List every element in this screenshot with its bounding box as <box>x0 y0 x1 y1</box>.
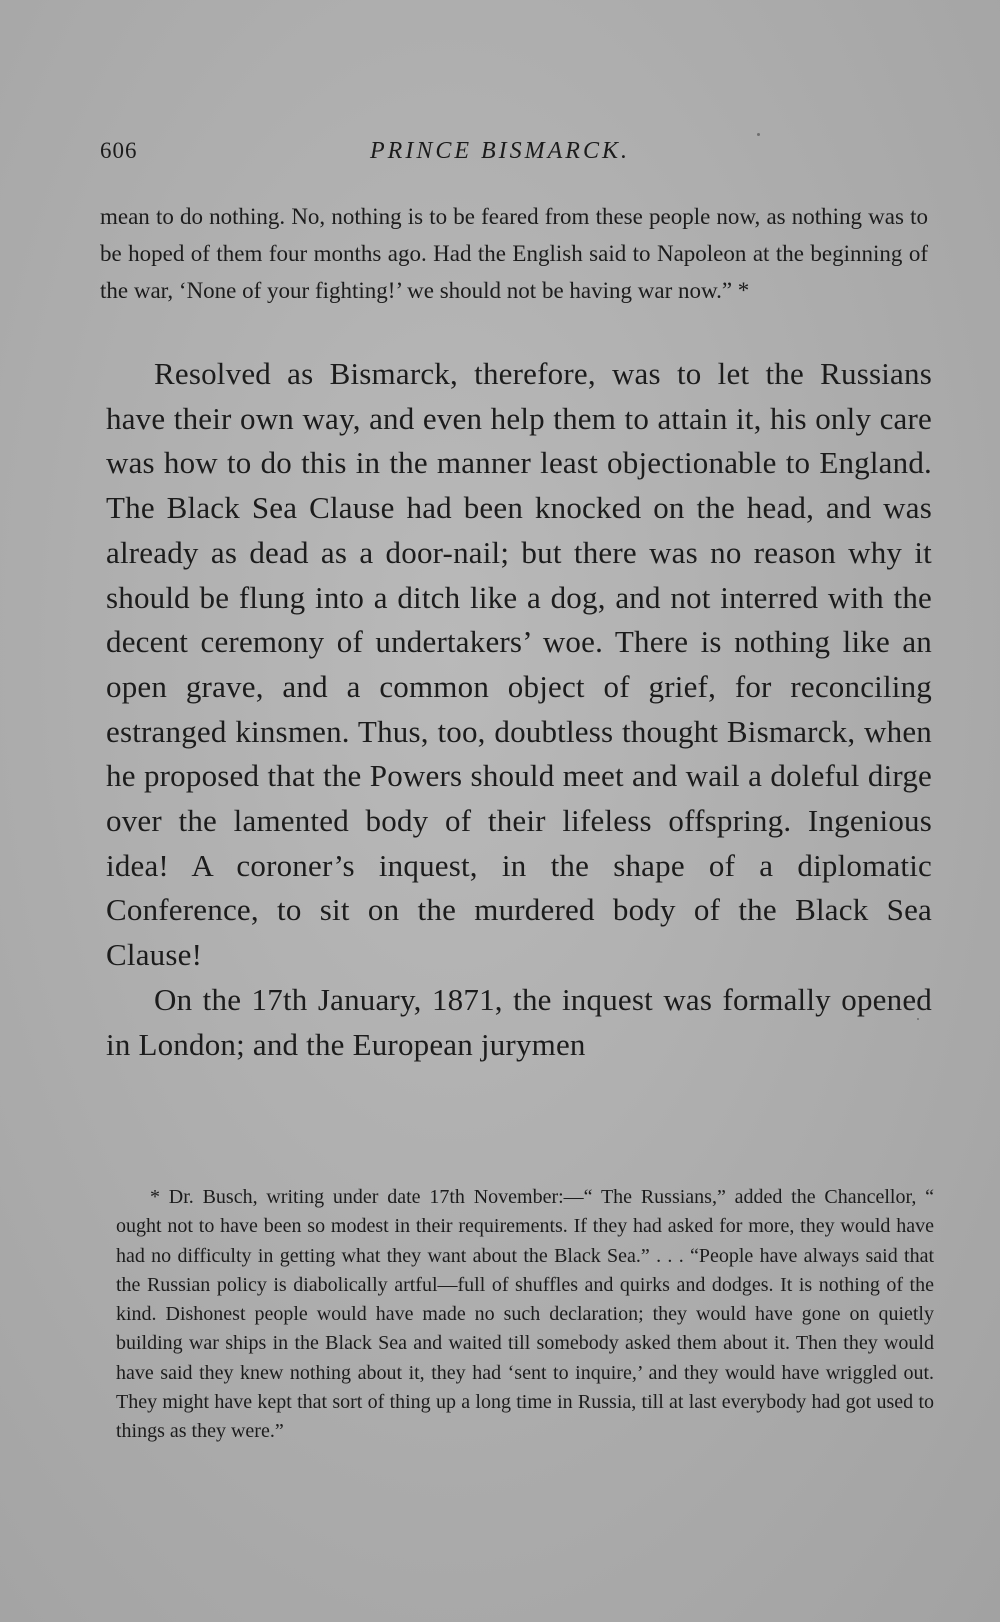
running-title: PRINCE BISMARCK. <box>370 138 630 164</box>
footnote <box>116 1183 934 1447</box>
footnote-text: * Dr. Busch, writing under date 17th November:—“ The Russians,” added the Chancellor, “ ought not to have been so modest in their requirements. If they had asked for more, they would have had no difficulty in getting what they want about the Black Sea.” . . . “People have always said that the Russian policy is diabolically artful—full of shuffles and quirks and dodges. It is nothing of the kind. Dishonest people would have made no such declaration; they would have gone on quietly building war ships in the Black Sea and waited till somebody asked them about it. Then they would have said they knew nothing about it, they had ‘sent to inquire,’ and they would have wriggled out. They might have kept that sort of thing up a long time in Russia, till at last everybody had got used to things as they were.” <box>116 1186 934 1443</box>
quotation-continuation: mean to do nothing. No, nothing is to be feared from these people now, as nothing was to be hoped of them four months ago. Had the English said to Napoleon at the beginning of the war, ‘None of your fighting!’ we should not be having war now.” * <box>100 204 928 303</box>
body-paragraph: Resolved as Bismarck, therefore, was to let the Russians have their own way, and even help them to attain it, his only care was how to do this in the manner least objectionable to England. The Black Sea Clause had been knocked on the head, and was already as dead as a door-nail; but there was no reason why it should be flung into a ditch like a dog, and not interred with the decent ceremony of undertakers’ woe. There is nothing like an open grave, and a common object of grief, for reconciling estranged kinsmen. Thus, too, doubtless thought Bismarck, when he proposed that the Powers should meet and wail a doleful dirge over the lamented body of their lifeless offspring. Ingenious idea! A coroner’s inquest, in the shape of a diplomatic Conference, to sit on the murdered body of the Black Sea Clause! <box>106 356 932 973</box>
page-header <box>100 138 940 178</box>
body-paragraph: On the 17th January, 1871, the inquest was formally opened in London; and the European jurymen <box>106 981 932 1062</box>
paper-speck <box>757 133 760 136</box>
paper-speck <box>917 1018 919 1020</box>
page-number: 606 <box>100 138 138 163</box>
main-text <box>106 352 932 1067</box>
